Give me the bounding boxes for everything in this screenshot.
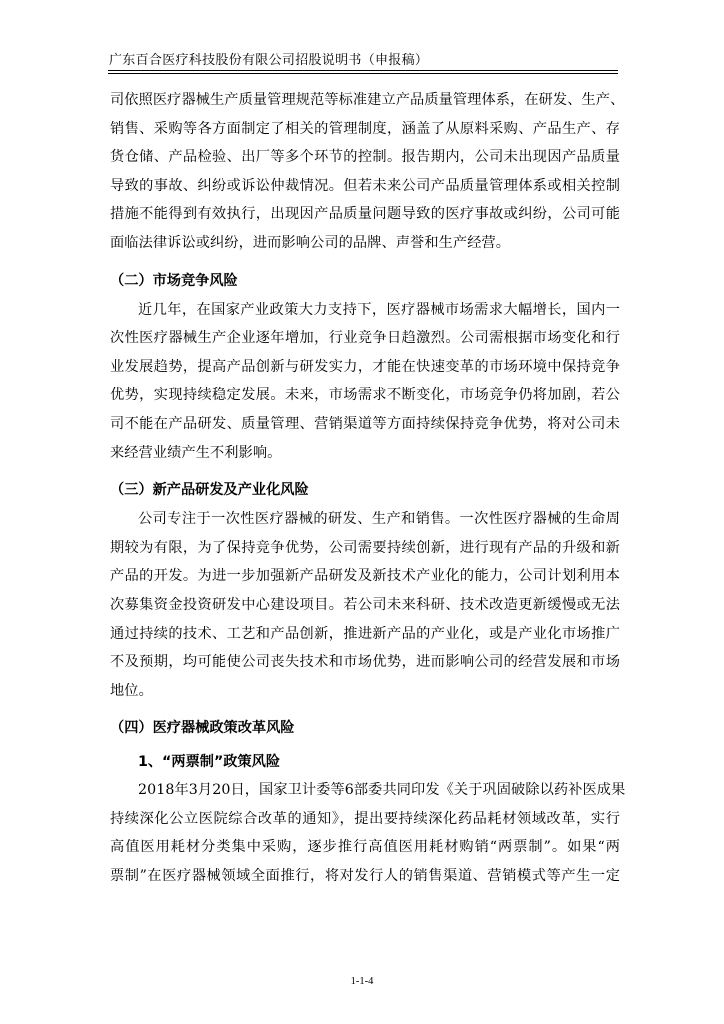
text-line: 通过持续的技术、工艺和产品创新，推进新产品的产业化，或是产业化市场推广: [110, 625, 620, 642]
text-line: 措施不能得到有效执行，出现因产品质量问题导致的医疗事故或纠纷，公司可能: [110, 206, 620, 223]
text-line: 业发展趋势，提高产品创新与研发实力，才能在快速变革的市场环境中保持竞争: [110, 358, 620, 375]
text-line: 持续深化公立医院综合改革的通知》，提出要持续深化药品耗材领域改革，实行: [110, 810, 620, 827]
header-rule: [108, 70, 618, 71]
text-line: 次性医疗器械生产企业逐年增加，行业竞争日趋激烈。公司需根据市场变化和行: [110, 330, 620, 347]
text-line: 期较为有限，为了保持竞争优势，公司需要持续创新，进行现有产品的升级和新: [110, 539, 620, 556]
subsection-heading: 1、“两票制”政策风险: [138, 754, 281, 771]
paragraph: [110, 505, 620, 705]
page-number: 1-1-4: [350, 976, 374, 987]
section-heading: （二）市场竞争风险: [110, 272, 238, 289]
section-heading: （四）医疗器械政策改革风险: [110, 720, 295, 737]
text-line: 近几年，在国家产业政策大力支持下，医疗器械市场需求大幅增长，国内一: [138, 301, 620, 318]
text-line: 产品的开发。为进一步加强新产品研发及新技术产业化的能力，公司计划利用本: [110, 568, 620, 585]
text-line: 销售、采购等各方面制定了相关的管理制度，涵盖了从原料采购、产品生产、存: [110, 120, 620, 137]
text-line: 不及预期，均可能使公司丧失技术和市场优势，进而影响公司的经营发展和市场: [110, 654, 620, 671]
paragraph: [110, 776, 626, 890]
header-rule-secondary: [108, 73, 618, 74]
text-line: 面临法律诉讼或纠纷，进而影响公司的品牌、声誉和生产经营。: [110, 234, 511, 251]
text-line: 货仓储、产品检验、出厂等多个环节的控制。报告期内，公司未出现因产品质量: [110, 149, 620, 166]
text-line: 来经营业绩产生不利影响。: [110, 444, 282, 461]
document-body: [110, 86, 626, 891]
paragraph: [110, 296, 620, 468]
text-line: 2018年3月20日，国家卫计委等6部委共同印发《关于巩固破除以药补医成果: [138, 782, 626, 799]
text-line: 地位。: [110, 682, 153, 699]
text-line: 司依照医疗器械生产质量管理规范等标准建立产品质量管理体系，在研发、生产、: [110, 92, 625, 108]
text-line: 优势，实现持续稳定发展。未来，市场需求不断变化，市场竞争仍将加剧，若公: [110, 387, 620, 404]
text-line: 导致的事故、纠纷或诉讼仲裁情况。但若未来公司产品质量管理体系或相关控制: [110, 177, 620, 194]
text-line: 次募集资金投资研发中心建设项目。若公司未来科研、技术改造更新缓慢或无法: [110, 596, 620, 613]
section-heading: （三）新产品研发及产业化风险: [110, 482, 309, 499]
text-line: 高值医用耗材分类集中采购，逐步推行高值医用耗材购销“两票制”。如果“两: [110, 839, 620, 856]
document-header: 广东百合医疗科技股份有限公司招股说明书（申报稿）: [109, 53, 429, 68]
paragraph: [110, 86, 625, 258]
text-line: 公司专注于一次性医疗器械的研发、生产和销售。一次性医疗器械的生命周: [138, 511, 620, 528]
text-line: 票制”在医疗器械领域全面推行，将对发行人的销售渠道、营销模式等产生一定: [110, 868, 620, 885]
text-line: 司不能在产品研发、质量管理、营销渠道等方面持续保持竞争优势，将对公司未: [110, 415, 620, 432]
